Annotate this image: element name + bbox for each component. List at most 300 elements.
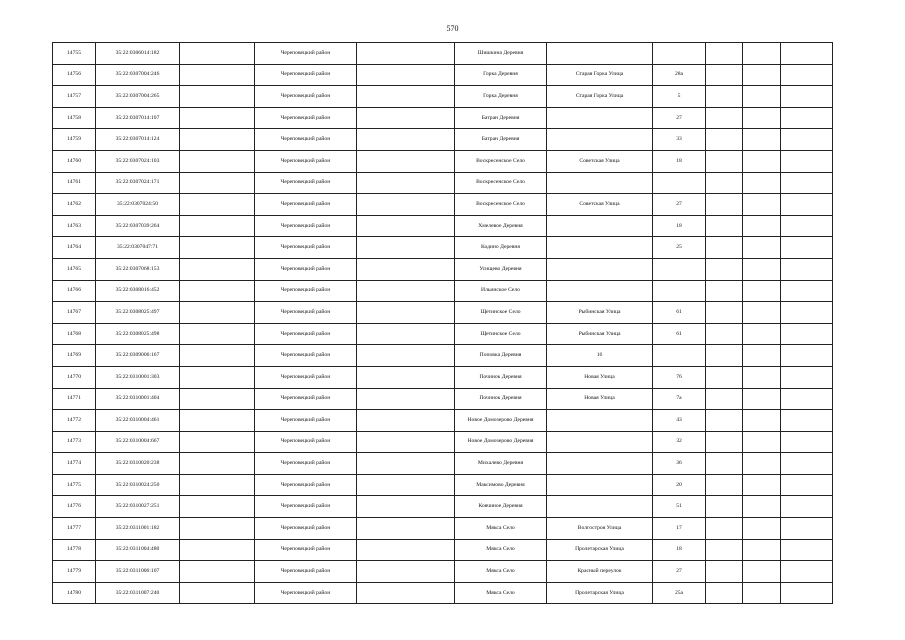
house-number-cell: 33 <box>653 129 706 151</box>
empty-cell <box>357 539 455 561</box>
empty-cell <box>743 280 781 302</box>
table-row <box>53 43 833 65</box>
empty-cell <box>743 302 781 324</box>
empty-cell <box>180 215 255 237</box>
empty-cell <box>743 258 781 280</box>
empty-cell <box>357 64 455 86</box>
empty-cell <box>357 474 455 496</box>
empty-cell <box>706 323 743 345</box>
empty-cell <box>781 43 833 65</box>
empty-cell <box>706 410 743 432</box>
empty-cell <box>781 366 833 388</box>
empty-cell <box>357 582 455 604</box>
empty-cell <box>357 323 455 345</box>
district-cell: Череповецкий район <box>255 64 357 86</box>
house-number-cell: 25а <box>653 582 706 604</box>
house-number-cell: 32 <box>653 431 706 453</box>
street-cell: Советская Улица <box>547 194 653 216</box>
empty-cell <box>706 366 743 388</box>
record-number-cell: 14756 <box>53 64 96 86</box>
record-number-cell: 14766 <box>53 280 96 302</box>
table-row <box>53 172 833 194</box>
district-cell: Череповецкий район <box>255 129 357 151</box>
empty-cell <box>743 410 781 432</box>
empty-cell <box>781 410 833 432</box>
empty-cell <box>706 43 743 65</box>
table-row <box>53 280 833 302</box>
cadastral-number-cell: 35:22:0310001:404 <box>96 388 180 410</box>
empty-cell <box>781 107 833 129</box>
empty-cell <box>357 345 455 367</box>
house-number-cell: 18 <box>653 150 706 172</box>
empty-cell <box>781 453 833 475</box>
locality-cell: Михалево Деревня <box>455 453 547 475</box>
street-cell <box>547 258 653 280</box>
empty-cell <box>781 215 833 237</box>
house-number-cell: 76 <box>653 366 706 388</box>
cadastral-number-cell: 35:22:0311007:240 <box>96 582 180 604</box>
page-number: 570 <box>446 24 459 33</box>
street-cell: Новая Улица <box>547 366 653 388</box>
street-cell <box>547 237 653 259</box>
street-cell: Красный переулок <box>547 561 653 583</box>
record-number-cell: 14775 <box>53 474 96 496</box>
locality-cell: Мякса Село <box>455 582 547 604</box>
empty-cell <box>743 237 781 259</box>
record-number-cell: 14770 <box>53 366 96 388</box>
locality-cell: Батран Деревня <box>455 129 547 151</box>
table-row <box>53 496 833 518</box>
empty-cell <box>743 518 781 540</box>
empty-cell <box>357 453 455 475</box>
house-number-cell: 36 <box>653 453 706 475</box>
house-number-cell: 27 <box>653 194 706 216</box>
street-cell <box>547 129 653 151</box>
empty-cell <box>781 172 833 194</box>
locality-cell: Щетинское Село <box>455 323 547 345</box>
empty-cell <box>706 194 743 216</box>
cadastral-number-cell: 35:22:0308025:498 <box>96 323 180 345</box>
empty-cell <box>743 345 781 367</box>
house-number-cell <box>653 345 706 367</box>
cadastral-number-cell: 35:22:0310004:667 <box>96 431 180 453</box>
empty-cell <box>180 258 255 280</box>
empty-cell <box>706 345 743 367</box>
empty-cell <box>357 302 455 324</box>
locality-cell: Максимово Деревня <box>455 474 547 496</box>
table-row <box>53 258 833 280</box>
empty-cell <box>706 64 743 86</box>
cadastral-number-cell: 35:22:0310001:303 <box>96 366 180 388</box>
empty-cell <box>706 561 743 583</box>
street-cell: Волгостроя Улица <box>547 518 653 540</box>
cadastral-number-cell: 35:22:0308016:452 <box>96 280 180 302</box>
street-cell: Рыбинская Улица <box>547 323 653 345</box>
locality-cell: Ковчиное Деревня <box>455 496 547 518</box>
empty-cell <box>180 237 255 259</box>
cadastral-number-cell: 35:22:0309006:167 <box>96 345 180 367</box>
record-number-cell: 14773 <box>53 431 96 453</box>
empty-cell <box>357 107 455 129</box>
street-cell <box>547 496 653 518</box>
empty-cell <box>706 474 743 496</box>
locality-cell: Починок Деревня <box>455 388 547 410</box>
district-cell: Череповецкий район <box>255 107 357 129</box>
record-number-cell: 14771 <box>53 388 96 410</box>
street-cell <box>547 280 653 302</box>
empty-cell <box>180 582 255 604</box>
empty-cell <box>357 388 455 410</box>
table-row <box>53 150 833 172</box>
record-number-cell: 14772 <box>53 410 96 432</box>
locality-cell: Кодино Деревня <box>455 237 547 259</box>
empty-cell <box>781 280 833 302</box>
empty-cell <box>180 539 255 561</box>
locality-cell: Мякса Село <box>455 518 547 540</box>
empty-cell <box>781 496 833 518</box>
street-cell <box>547 474 653 496</box>
house-number-cell: 17 <box>653 518 706 540</box>
district-cell: Череповецкий район <box>255 302 357 324</box>
house-number-cell: 27 <box>653 107 706 129</box>
record-number-cell: 14779 <box>53 561 96 583</box>
empty-cell <box>706 388 743 410</box>
empty-cell <box>743 496 781 518</box>
street-cell: Новая Улица <box>547 388 653 410</box>
empty-cell <box>781 518 833 540</box>
house-number-cell: 25 <box>653 237 706 259</box>
empty-cell <box>357 280 455 302</box>
district-cell: Череповецкий район <box>255 150 357 172</box>
empty-cell <box>743 323 781 345</box>
house-number-cell: 18 <box>653 215 706 237</box>
empty-cell <box>706 582 743 604</box>
street-cell: Рыбинская Улица <box>547 302 653 324</box>
record-number-cell: 14758 <box>53 107 96 129</box>
table-row <box>53 561 833 583</box>
empty-cell <box>180 107 255 129</box>
empty-cell <box>706 86 743 108</box>
district-cell: Череповецкий район <box>255 323 357 345</box>
street-cell <box>547 453 653 475</box>
locality-cell: Ильинское Село <box>455 280 547 302</box>
empty-cell <box>743 431 781 453</box>
empty-cell <box>357 172 455 194</box>
empty-cell <box>357 150 455 172</box>
cadastral-number-cell: 35:22:0307039:264 <box>96 215 180 237</box>
empty-cell <box>180 302 255 324</box>
house-number-cell: 27 <box>653 561 706 583</box>
house-number-cell <box>653 43 706 65</box>
empty-cell <box>180 410 255 432</box>
registry-rows <box>53 43 833 604</box>
locality-cell: Усищево Деревня <box>455 258 547 280</box>
house-number-cell: 61 <box>653 302 706 324</box>
district-cell: Череповецкий район <box>255 431 357 453</box>
street-cell: Советская Улица <box>547 150 653 172</box>
house-number-cell: 51 <box>653 496 706 518</box>
table-row <box>53 474 833 496</box>
locality-cell: Мякса Село <box>455 539 547 561</box>
empty-cell <box>357 410 455 432</box>
empty-cell <box>357 561 455 583</box>
table-row <box>53 107 833 129</box>
empty-cell <box>180 561 255 583</box>
empty-cell <box>180 43 255 65</box>
record-number-cell: 14764 <box>53 237 96 259</box>
table-row <box>53 410 833 432</box>
district-cell: Череповецкий район <box>255 194 357 216</box>
cadastral-number-cell: 35:22:0308025:497 <box>96 302 180 324</box>
empty-cell <box>357 194 455 216</box>
street-cell <box>547 172 653 194</box>
empty-cell <box>706 431 743 453</box>
empty-cell <box>706 237 743 259</box>
locality-cell: Горка Деревня <box>455 86 547 108</box>
empty-cell <box>781 129 833 151</box>
empty-cell <box>781 194 833 216</box>
record-number-cell: 14780 <box>53 582 96 604</box>
district-cell: Череповецкий район <box>255 86 357 108</box>
locality-cell: Поповка Деревня <box>455 345 547 367</box>
empty-cell <box>743 215 781 237</box>
district-cell: Череповецкий район <box>255 561 357 583</box>
empty-cell <box>781 345 833 367</box>
empty-cell <box>357 258 455 280</box>
table-row <box>53 215 833 237</box>
empty-cell <box>357 366 455 388</box>
table-row <box>53 302 833 324</box>
table-row <box>53 237 833 259</box>
empty-cell <box>357 496 455 518</box>
street-cell: Старая Горка Улица <box>547 86 653 108</box>
cadastral-number-cell: 35:22:0307004:265 <box>96 86 180 108</box>
district-cell: Череповецкий район <box>255 453 357 475</box>
cadastral-number-cell: 35:22:0307014:107 <box>96 107 180 129</box>
district-cell: Череповецкий район <box>255 518 357 540</box>
record-number-cell: 14757 <box>53 86 96 108</box>
house-number-cell <box>653 172 706 194</box>
empty-cell <box>781 302 833 324</box>
locality-cell: Воскресенское Село <box>455 172 547 194</box>
empty-cell <box>781 237 833 259</box>
empty-cell <box>180 280 255 302</box>
locality-cell: Починок Деревня <box>455 366 547 388</box>
cadastral-number-cell: 35:22:0310020:238 <box>96 453 180 475</box>
house-number-cell: 28а <box>653 64 706 86</box>
record-number-cell: 14755 <box>53 43 96 65</box>
empty-cell <box>180 366 255 388</box>
empty-cell <box>357 518 455 540</box>
record-number-cell: 14778 <box>53 539 96 561</box>
district-cell: Череповецкий район <box>255 345 357 367</box>
registry-table <box>52 42 833 604</box>
cadastral-number-cell: 35:22:0311006:107 <box>96 561 180 583</box>
locality-cell: Воскресенское Село <box>455 150 547 172</box>
street-cell <box>547 215 653 237</box>
street-cell: Старая Горка Улица <box>547 64 653 86</box>
locality-cell: Новое Домозерово Деревня <box>455 431 547 453</box>
empty-cell <box>357 86 455 108</box>
empty-cell <box>743 107 781 129</box>
empty-cell <box>743 366 781 388</box>
house-number-cell: 18 <box>653 539 706 561</box>
empty-cell <box>180 453 255 475</box>
empty-cell <box>743 172 781 194</box>
empty-cell <box>781 86 833 108</box>
district-cell: Череповецкий район <box>255 43 357 65</box>
street-cell <box>547 107 653 129</box>
cadastral-number-cell: 35:22:0310027:251 <box>96 496 180 518</box>
empty-cell <box>357 43 455 65</box>
cadastral-number-cell: 35:22:0311001:182 <box>96 518 180 540</box>
locality-cell: Мякса Село <box>455 561 547 583</box>
record-number-cell: 14768 <box>53 323 96 345</box>
empty-cell <box>743 194 781 216</box>
empty-cell <box>743 43 781 65</box>
locality-cell: Шишкина Деревня <box>455 43 547 65</box>
empty-cell <box>706 302 743 324</box>
table-row <box>53 129 833 151</box>
table-row <box>53 518 833 540</box>
empty-cell <box>706 518 743 540</box>
empty-cell <box>743 582 781 604</box>
street-cell: Пролетарская Улица <box>547 539 653 561</box>
street-cell <box>547 410 653 432</box>
empty-cell <box>180 194 255 216</box>
empty-cell <box>781 474 833 496</box>
locality-cell: Щетинское Село <box>455 302 547 324</box>
record-number-cell: 14765 <box>53 258 96 280</box>
empty-cell <box>706 496 743 518</box>
record-number-cell: 14769 <box>53 345 96 367</box>
record-number-cell: 14760 <box>53 150 96 172</box>
district-cell: Череповецкий район <box>255 258 357 280</box>
locality-cell: Хмелевое Деревня <box>455 215 547 237</box>
house-number-cell: 7а <box>653 388 706 410</box>
table-row <box>53 388 833 410</box>
empty-cell <box>180 474 255 496</box>
empty-cell <box>180 64 255 86</box>
empty-cell <box>357 237 455 259</box>
table-row <box>53 86 833 108</box>
district-cell: Череповецкий район <box>255 172 357 194</box>
cadastral-number-cell: 35:22:0307024:50 <box>96 194 180 216</box>
table-row <box>53 539 833 561</box>
empty-cell <box>706 539 743 561</box>
house-number-cell: 43 <box>653 410 706 432</box>
record-number-cell: 14762 <box>53 194 96 216</box>
district-cell: Череповецкий район <box>255 474 357 496</box>
empty-cell <box>706 150 743 172</box>
district-cell: Череповецкий район <box>255 280 357 302</box>
cadastral-number-cell: 35:22:0310024:250 <box>96 474 180 496</box>
empty-cell <box>743 561 781 583</box>
empty-cell <box>781 258 833 280</box>
locality-cell: Горка Деревня <box>455 64 547 86</box>
empty-cell <box>180 496 255 518</box>
record-number-cell: 14759 <box>53 129 96 151</box>
empty-cell <box>781 388 833 410</box>
table-row <box>53 431 833 453</box>
empty-cell <box>743 86 781 108</box>
empty-cell <box>180 172 255 194</box>
street-cell <box>547 43 653 65</box>
record-number-cell: 14767 <box>53 302 96 324</box>
district-cell: Череповецкий район <box>255 582 357 604</box>
empty-cell <box>743 388 781 410</box>
district-cell: Череповецкий район <box>255 410 357 432</box>
cadastral-number-cell: 35:22:0311004:480 <box>96 539 180 561</box>
locality-cell: Батран Деревня <box>455 107 547 129</box>
record-number-cell: 14763 <box>53 215 96 237</box>
house-number-cell <box>653 280 706 302</box>
empty-cell <box>357 215 455 237</box>
empty-cell <box>781 323 833 345</box>
cadastral-number-cell: 35:22:0307024:171 <box>96 172 180 194</box>
record-number-cell: 14774 <box>53 453 96 475</box>
district-cell: Череповецкий район <box>255 366 357 388</box>
district-cell: Череповецкий район <box>255 539 357 561</box>
street-cell <box>547 431 653 453</box>
empty-cell <box>706 453 743 475</box>
empty-cell <box>781 431 833 453</box>
empty-cell <box>781 539 833 561</box>
empty-cell <box>180 388 255 410</box>
table-row <box>53 323 833 345</box>
empty-cell <box>781 64 833 86</box>
street-cell: Пролетарская Улица <box>547 582 653 604</box>
empty-cell <box>743 539 781 561</box>
empty-cell <box>706 215 743 237</box>
locality-cell: Воскресенское Село <box>455 194 547 216</box>
cadastral-number-cell: 35:22:0307014:124 <box>96 129 180 151</box>
empty-cell <box>357 129 455 151</box>
cadastral-number-cell: 35:22:0307024:103 <box>96 150 180 172</box>
table-row <box>53 194 833 216</box>
district-cell: Череповецкий район <box>255 237 357 259</box>
empty-cell <box>781 582 833 604</box>
record-number-cell: 14761 <box>53 172 96 194</box>
cadastral-number-cell: 35:22:0307004:246 <box>96 64 180 86</box>
record-number-cell: 14776 <box>53 496 96 518</box>
house-number-cell <box>653 258 706 280</box>
empty-cell <box>781 561 833 583</box>
cadastral-number-cell: 35:22:0310004:461 <box>96 410 180 432</box>
table-row <box>53 366 833 388</box>
empty-cell <box>706 129 743 151</box>
record-number-cell: 14777 <box>53 518 96 540</box>
district-cell: Череповецкий район <box>255 215 357 237</box>
empty-cell <box>706 258 743 280</box>
empty-cell <box>743 474 781 496</box>
table-row <box>53 453 833 475</box>
empty-cell <box>180 323 255 345</box>
empty-cell <box>743 129 781 151</box>
empty-cell <box>743 453 781 475</box>
table-row <box>53 64 833 86</box>
empty-cell <box>743 64 781 86</box>
district-cell: Череповецкий район <box>255 496 357 518</box>
table-row <box>53 582 833 604</box>
cadastral-number-cell: 35:22:0306014:182 <box>96 43 180 65</box>
cadastral-number-cell: 35:22:0307068:153 <box>96 258 180 280</box>
empty-cell <box>706 280 743 302</box>
empty-cell <box>706 107 743 129</box>
empty-cell <box>180 345 255 367</box>
district-cell: Череповецкий район <box>255 388 357 410</box>
empty-cell <box>180 129 255 151</box>
